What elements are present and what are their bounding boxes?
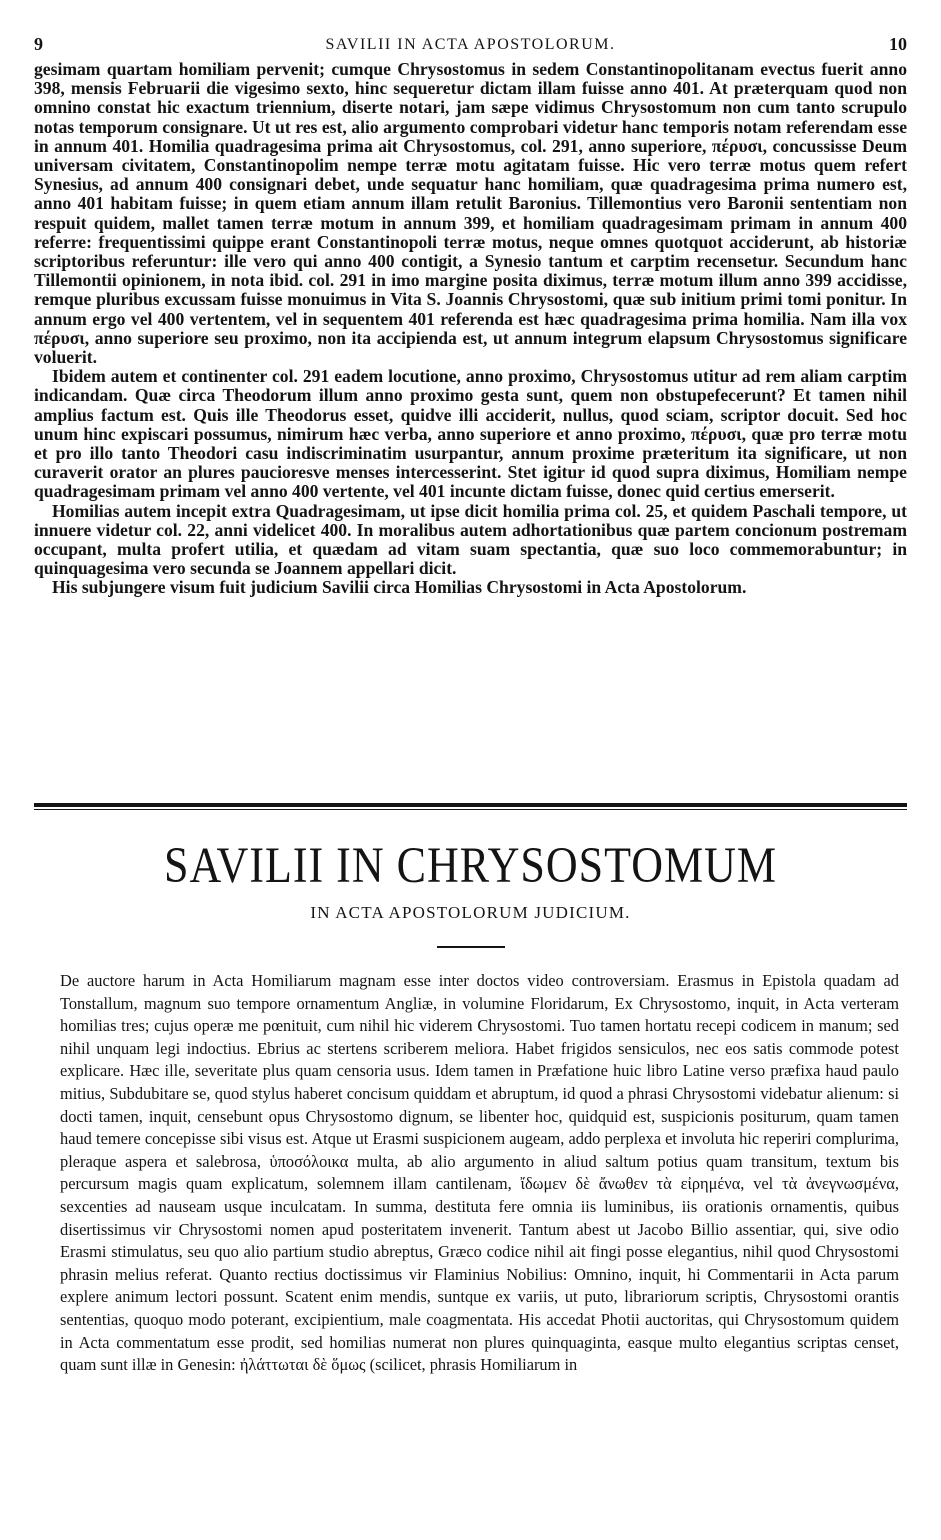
section-title: SAVILII IN CHRYSOSTOMUM bbox=[163, 837, 778, 894]
section-subtitle: IN ACTA APOSTOLORUM JUDICIUM. bbox=[310, 903, 631, 922]
thin-rule bbox=[34, 809, 907, 810]
preface-paragraph: His subjungere visum fuit judicium Savilii circa Homilias Chrysostomi in Acta Apostolorum. bbox=[52, 577, 747, 598]
title-ornament-rule bbox=[437, 946, 505, 948]
page-number-left: 9 bbox=[34, 34, 43, 54]
page-number-right: 10 bbox=[889, 34, 907, 54]
thick-rule bbox=[34, 803, 907, 807]
preface-paragraph: Homilias autem incepit extra Quadragesimam, ut ipse dicit homilia prima col. 25, et quidem Paschali tempore, ut innuere videtur col. 22, anni videlicet 400. In moralibus autem adhortationibus quæ partem concionum postremam occupant, multa profert utilia, et quædam ad vitam suam spectantia, quæ suo loco commemorabuntur; in quinquagesima vero secunda se Joannem appellari dicit. bbox=[34, 500, 907, 579]
preface-text-block bbox=[34, 60, 907, 598]
running-title: SAVILII IN ACTA APOSTOLORUM. bbox=[325, 36, 616, 53]
judgment-text-block: De auctore harum in Acta Homiliarum magnam esse inter doctos video controversiam. Erasmus in Epistola quadam ad Tonstallum, magnum suo tempore ornamentum Angliæ, in volumine Floridarum, Ex Chrysostomo, inquit, in Acta verteram homilias tres; cujus operæ me pœnituit, cum nihil hic viderem Chrysostomi. Tuo tamen hortatu recepi codicem in manum; sed nihil unquam legi indoctius. Ebrius ac stertens scriberem meliora. Habet frigidos sensiculos, nec eos satis commode potest explicare. Hæc ille, severitate plus quam censoria usus. Idem tamen in Præfatione huic libro Latine verso præfixa haud paulo mitius, Subdubitare se, quod stylus haberet concisum quiddam et abruptum, id quod a phrasi Chrysostomi videbatur alienum: si docti tamen, inquit, censebunt opus Chrysostomo dignum, se libenter hoc, quidquid est, suspicionis positurum, quam tamen haud temere concepisse sibi visus est. Atque ut Erasmi suspicionem augeam, addo perplexa et involuta hic reperiri complurima, pleraque aspera et salebrosa, ὑποσόλοικα multa, ab alio argumento in aliud saltum potius quam transitum, textum bis percursum magis quam explicatum, solemnem illam cantilenam, ἴδωμεν δὲ ἄνωθεν τὰ εἰρημένα, vel τὰ ἀνεγνωσμένα, sexcenties ad nauseam usque inculcatam. In summa, destituta fere omnia iis luminibus, iis orationis ornamentis, quibus disertissimus vir Chrysostomi nomen apud posteritatem invenerit. Tantum abest ut Jacobo Billio assentiar, qui, sive odio Erasmi stimulatus, seu quo alio partium studio abreptus, Græco codice nihil ait fingi posse elegantius, nihil quod Chrysostomi phrasin melius referat. Quanto rectius doctissimus vir Flaminius Nobilius: Omnino, inquit, hi Commentarii in Acta parum explere animum lectori possunt. Scatent enim mendis, suntque ex variis, ut puto, librariorum scriptis, Chrysostomi orantis sententias, quoquo modo poterant, excipientium, male coagmentata. His accedat Photii auctoritas, qui Chrysostomum quidem in Acta commentatum esse prodit, sed homilias numerat non plures quinquaginta, easque multo elegantius scriptas censet, quam sunt illæ in Genesin: ἠλάττωται δὲ ὅμως (scilicet, phrasis Homiliarum in bbox=[60, 971, 899, 1375]
running-header bbox=[34, 34, 907, 56]
preface-paragraph: gesimam quartam homiliam pervenit; cumque Chrysostomus in sedem Constantinopolitanam evectus fuerit anno 398, mensis Februarii die vigesimo sexto, hinc sequeretur dictam illam fuisse anno 401. At præterquam quod non omnino constat hic exactum triennium, diserte notari, jam sæpe vidimus Chrysostomum non cum tanto scrupulo notas temporum consignare. Ut ut res est, alio argumento comprobari videtur hanc temporis notam referendam esse in annum 401. Homilia quadragesima prima ait Chrysostomus, col. 291, anno superiore, πέρυσι, concussisse Deum universam civitatem, Constantinopolim nempe terræ motu agitatam fuisse. Hic vero terræ motus quem refert Synesius, ad annum 400 consignari debet, unde sequatur hanc homiliam, quæ quadragesima prima numero est, anno 401 habitam fuisse; in quem etiam annum illam retulit Baronius. Tillemontius vero Baronii sententiam non respuit quidem, mallet tamen terræ motum in annum 399, et homiliam quadragesimam primam in annum 400 referre: frequentissimi quippe erant Constantinopoli terræ motus, neque omnes quotquot acciderunt, ab historiæ scriptoribus referuntur: ille vero qui anno 400 contigit, a Synesio tantum et carptim recensetur. Secundum hanc Tillemontii opinionem, in nota ibid. col. 291 in imo margine posita diximus, terræ motum illum anno 399 accidisse, remque pluribus excussam fuisse monuimus in Vita S. Joannis Chrysostomi, quæ sub initium primi tomi ponitur. In annum ergo vel 400 vertentem, vel in sequentem 401 referenda est hæc quadragesima prima homilia. Nam illa vox πέρυσι, anno superiore seu proximo, non ita accipienda est, ut annum integrum elapsum Chrysostomus significare voluerit. bbox=[34, 59, 907, 368]
preface-paragraph: Ibidem autem et continenter col. 291 eadem locutione, anno proximo, Chrysostomus utitur ad rem aliam carptim indicandam. Quæ circa Theodorum illum anno proximo gesta sunt, quem non obstupefecerunt? Et tamen nihil amplius factum est. Quis ille Theodorus esset, quidve illi acciderit, nullus, quod sciam, scriptor docuit. Sed hoc unum hinc expiscari possumus, nimirum hæc verba, anno superiore et anno proximo, πέρυσι, quæ pro terræ motu et pro illo tanto Theodori casu indiscriminatim usurpantur, annum proxime præteritum ita significare, ut non curaverit orator an plures paucioresve menses intercesserint. Stet igitur id quod supra diximus, Homiliam nempe quadragesimam primam vel anno 400 vertente, vel 401 incunte dictam fuisse, donec quid certius emerserit. bbox=[34, 366, 907, 502]
section-divider-rule bbox=[34, 803, 907, 810]
